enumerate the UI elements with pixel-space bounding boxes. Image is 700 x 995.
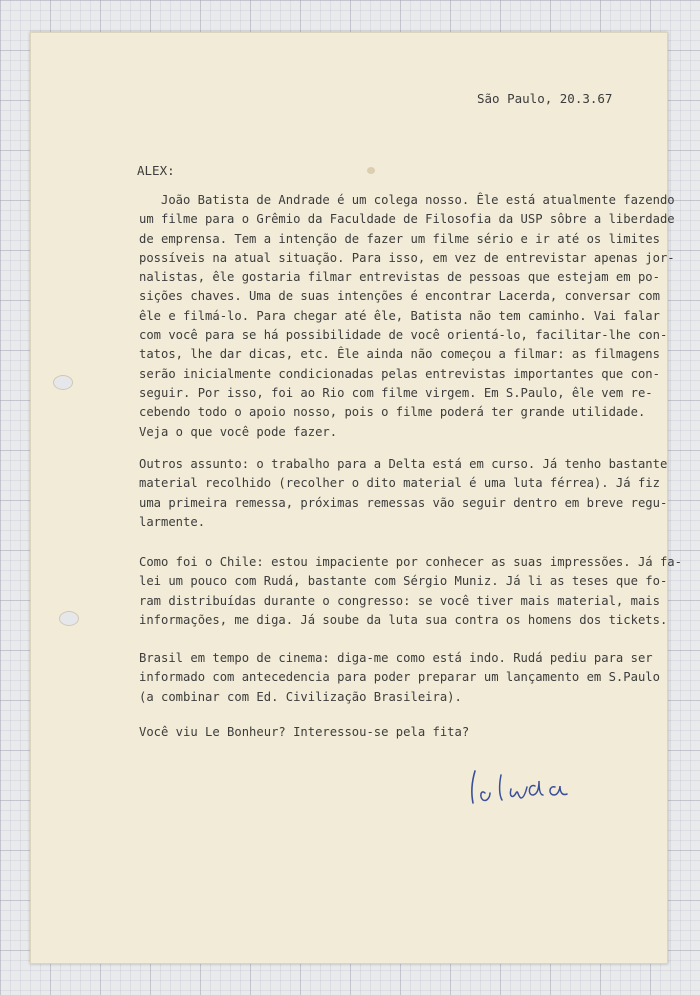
text-line: sições chaves. Uma de suas intenções é encontrar Lacerda, conversar com	[139, 289, 660, 304]
text-line: possíveis na atual situação. Para isso, em vez de entrevistar apenas jor-	[139, 250, 675, 265]
text-line: de emprensa. Tem a intenção de fazer um filme sério e ir até os limites	[139, 231, 660, 246]
letter-salutation: ALEX:	[137, 163, 175, 178]
text-line: material recolhido (recolher o dito material é uma luta férrea). Já fiz	[139, 476, 660, 491]
text-line: Veja o que você pode fazer.	[139, 424, 338, 439]
text-line: com você para se há possibilidade de você orientá-lo, facilitar-lhe con-	[139, 328, 668, 343]
paragraph-1	[139, 191, 675, 442]
text-line: João Batista de Andrade é um colega nosso. Êle está atualmente fazendo	[161, 193, 675, 207]
paper-stain	[367, 167, 375, 174]
text-line: Brasil em tempo de cinema: diga-me como está indo. Rudá pediu para ser	[139, 651, 653, 665]
text-line: larmente.	[139, 514, 206, 529]
letter-date: São Paulo, 20.3.67	[477, 91, 613, 106]
text-line: ram distribuídas durante o congresso: se você tiver mais material, mais	[139, 593, 660, 608]
paragraph-5	[139, 723, 639, 742]
text-line: informado com antecedencia para poder preparar um lançamento em S.Paulo	[139, 670, 660, 685]
punch-hole	[59, 611, 79, 626]
text-line: Como foi o Chile: estou impaciente por conhecer as suas impressões. Já fa-	[139, 555, 682, 569]
paragraph-4	[139, 649, 660, 707]
text-line: tatos, lhe dar dicas, etc. Êle ainda não começou a filmar: as filmagens	[139, 347, 660, 362]
text-line: Outros assunto: o trabalho para a Delta está em curso. Já tenho bastante	[139, 457, 668, 471]
text-line: seguir. Por isso, foi ao Rio com filme virgem. Em S.Paulo, êle vem re-	[139, 385, 653, 400]
punch-hole	[53, 375, 73, 390]
text-line: uma primeira remessa, próximas remessas vão seguir dentro em breve regu-	[139, 495, 668, 510]
handwritten-signature	[463, 753, 603, 813]
text-line: informações, me diga. Já soube da luta sua contra os homens dos tickets.	[139, 612, 668, 627]
text-line: um filme para o Grêmio da Faculdade de Filosofia da USP sôbre a liberdade	[139, 212, 675, 227]
letter-sheet	[30, 32, 682, 964]
paragraph-3	[139, 553, 682, 630]
text-line: cebendo todo o apoio nosso, pois o filme poderá ter grande utilidade.	[139, 405, 646, 420]
text-line: serão inicialmente condicionadas pelas entrevistas importantes que con-	[139, 366, 660, 381]
paragraph-2	[139, 455, 668, 532]
text-line: nalistas, êle gostaria filmar entrevistas de pessoas que estejam em po-	[139, 270, 660, 285]
text-line: êle e filmá-lo. Para chegar até êle, Batista não tem caminho. Vai falar	[139, 308, 660, 323]
text-line: (a combinar com Ed. Civilização Brasileira).	[139, 689, 462, 704]
text-line: lei um pouco com Rudá, bastante com Sérgio Muniz. Já li as teses que fo-	[139, 574, 668, 589]
text-line: Você viu Le Bonheur? Interessou-se pela fita?	[139, 725, 470, 739]
